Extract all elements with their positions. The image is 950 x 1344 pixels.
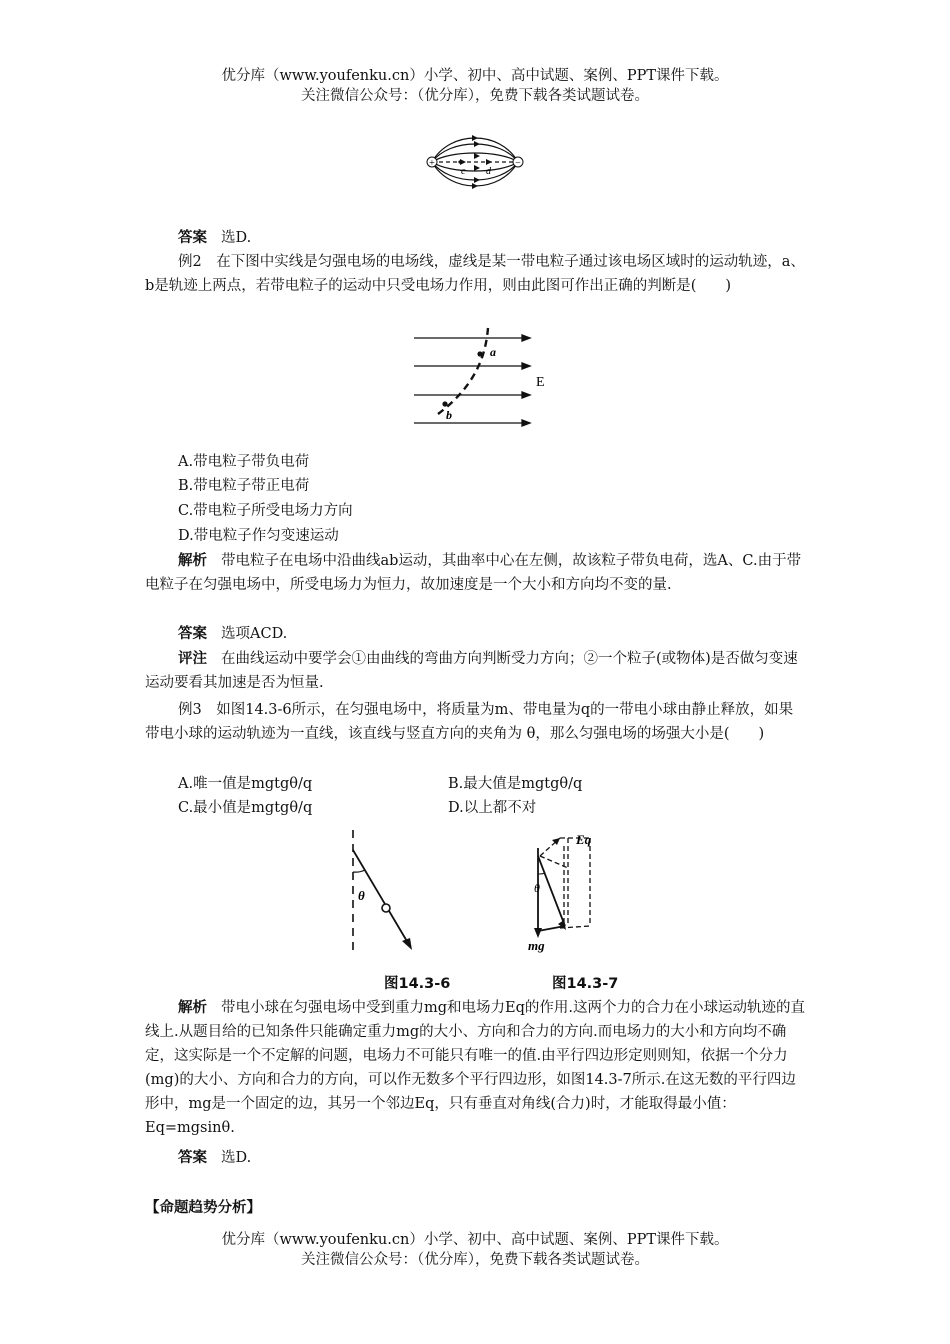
eq-label: Eq	[576, 832, 592, 847]
example-3-answer	[145, 1146, 805, 1170]
section-title: 【命题趋势分析】	[145, 1200, 261, 1216]
answer-3-text: 选D.	[221, 1150, 252, 1166]
header-line-2: 关注微信公众号：（优分库），免费下载各类试题试卷。	[301, 88, 649, 104]
point-c-label: c	[461, 166, 466, 177]
footer-line-2: 关注微信公众号：（优分库），免费下载各类试题试卷。	[301, 1252, 649, 1268]
analysis-3-label: 解析	[178, 1000, 207, 1016]
point-d-label: d	[486, 166, 491, 177]
example-2-option-a: A.带电粒子带负电荷	[178, 454, 310, 470]
plus-sign: +	[429, 158, 435, 169]
example-2-answer	[145, 622, 805, 646]
caption-14-3-6: 图14.3-6	[384, 976, 451, 992]
answer-1-text: 选D.	[221, 230, 252, 246]
point-b-label: b	[446, 408, 452, 422]
field-E-label: E	[536, 375, 545, 390]
figure-14-3-6	[340, 828, 430, 958]
example-2-analysis	[145, 549, 805, 597]
comment-text: 在曲线运动中要学会①由曲线的弯曲方向判断受力方向；②一个粒子(或物体)是否做匀变速运动要看其加速是否为恒量.	[145, 651, 798, 691]
analysis-text: 带电粒子在电场中沿曲线ab运动，其曲率中心在左侧，故该粒子带负电荷，选A、C.由于带电粒子在匀强电场中，所受电场力为恒力，故加速度是一个大小和方向均不变的量.	[145, 553, 802, 593]
answer-2-label: 答案	[178, 626, 207, 642]
comment-label: 评注	[178, 651, 207, 667]
example-2-option-b: B.带电粒子带正电荷	[178, 478, 310, 494]
example-3-text: 例3 如图14.3-6所示，在匀强电场中，将质量为m、带电量为q的一带电小球由静止释放，如果带电小球的运动轨迹为一直线，该直线与竖直方向的夹角为 θ，那么匀强电场的场强大小是( )	[145, 702, 794, 742]
example-2-text: 例2 在下图中实线是匀强电场的电场线，虚线是某一带电粒子通过该电场区域时的运动轨迹，a、b是轨迹上两点，若带电粒子的运动中只受电场力作用，则由此图可作出正确的判断是( )	[145, 254, 805, 294]
analysis-label: 解析	[178, 553, 207, 569]
example-3-analysis	[145, 996, 805, 1140]
example-3-option-b: B.最大值是mgtgθ/q	[448, 776, 583, 792]
example-2-comment	[145, 647, 805, 695]
example-2-option-d: D.带电粒子作匀变速运动	[178, 528, 339, 544]
footer-line-1: 优分库（www.youfenku.cn）小学、初中、高中试题、案例、PPT课件下载。	[221, 1232, 729, 1248]
theta-label-2: θ	[534, 881, 540, 895]
example-3-option-d: D.以上都不对	[448, 800, 537, 816]
answer-2-text: 选项ACD.	[221, 626, 288, 642]
answer-1	[145, 226, 805, 250]
example-3-option-c: C.最小值是mgtgθ/q	[178, 800, 313, 816]
example-2-option-c: C.带电粒子所受电场力方向	[178, 503, 353, 519]
point-a-label: a	[490, 345, 496, 359]
answer-1-label: 答案	[178, 230, 207, 246]
caption-14-3-7: 图14.3-7	[552, 976, 619, 992]
example-3-option-a: A.唯一值是mgtgθ/q	[178, 776, 313, 792]
field-lines-figure	[420, 124, 530, 200]
header-line-1: 优分库（www.youfenku.cn）小学、初中、高中试题、案例、PPT课件下载。	[221, 68, 729, 84]
answer-3-label: 答案	[178, 1150, 207, 1166]
theta-label: θ	[358, 888, 365, 903]
minus-sign: −	[515, 158, 521, 169]
mg-label: mg	[528, 938, 545, 953]
analysis-3-text: 带电小球在匀强电场中受到重力mg和电场力Eq的作用.这两个力的合力在小球运动轨迹的直线上.从题目给的已知条件只能确定重力mg的大小、方向和合力的方向.而电场力的大小和方向均不确定，这实际是一个不定解的问题，电场力不可能只有唯一的值.由平行四边形定则则知，依据一个分力(mg)的大小、方向和合力的方向，可以作无数多个平行四边形，如图14.3-7所示.在这无数的平行四边形中，mg是一个固定的边，其另一个邻边Eq，只有垂直对角线(合力)时，才能取得最小值：Eq=mgsinθ.	[145, 1000, 806, 1136]
figure-14-3-7	[520, 826, 610, 956]
uniform-field-figure	[410, 332, 560, 432]
